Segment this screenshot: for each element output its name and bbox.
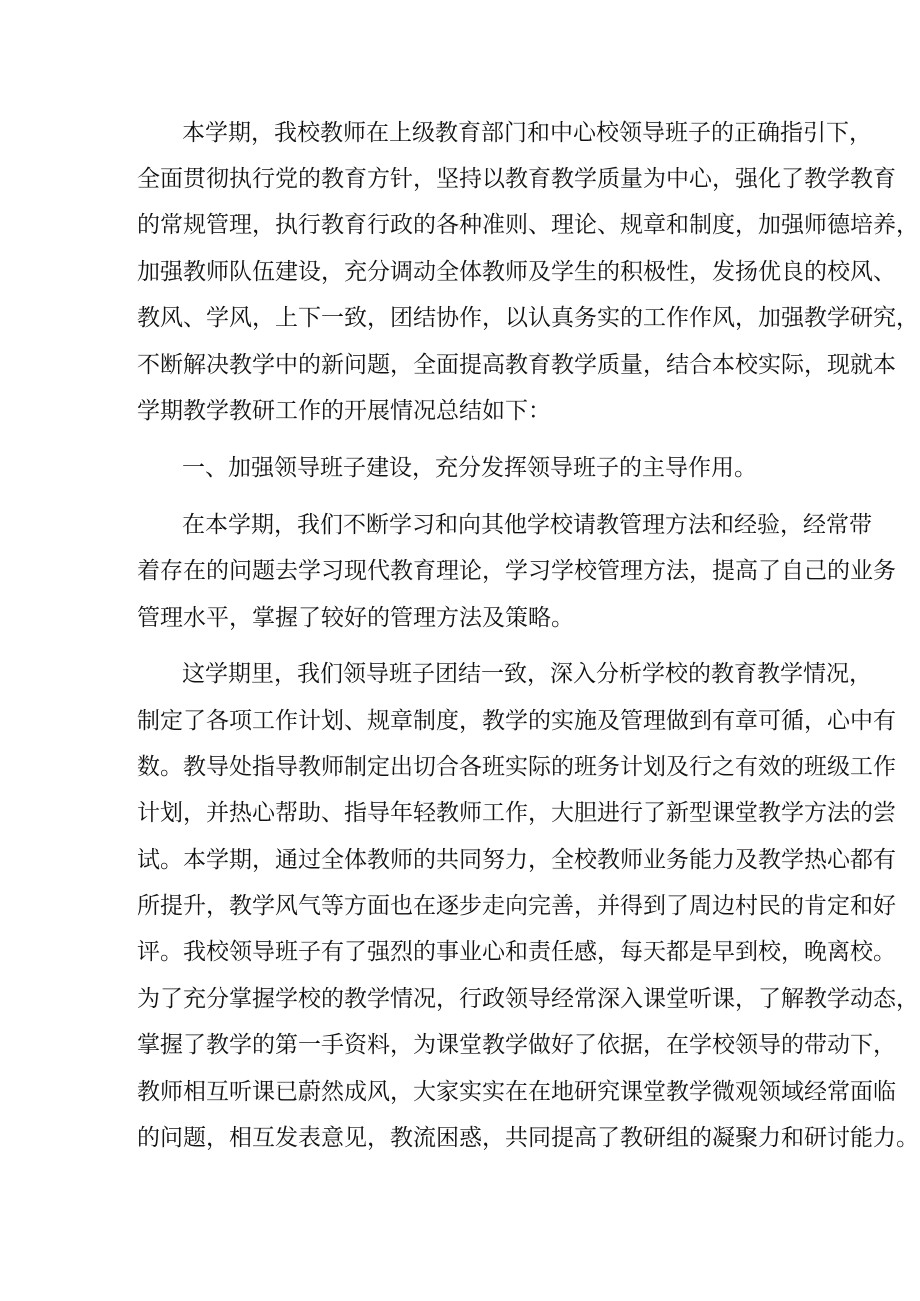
paragraph-3-line-3: 管理水平，掌握了较好的管理方法及策略。 [137, 605, 574, 631]
paragraph-4-line-5: 试。本学期，通过全体教师的共同努力，全校教师业务能力及教学热心都有 [137, 847, 896, 873]
paragraph-1-line-7: 学期教学教研工作的开展情况总结如下： [137, 398, 551, 424]
paragraph-4-line-11: 的问题，相互发表意见，教流困惑，共同提高了教研组的凝聚力和研讨能力。 [137, 1125, 919, 1151]
paragraph-4-line-8: 为了充分掌握学校的教学情况，行政领导经常深入课堂听课，了解教学动态， [137, 986, 919, 1012]
paragraph-1-line-2: 全面贯彻执行党的教育方针，坚持以教育教学质量为中心，强化了教学教育 [137, 166, 896, 192]
paragraph-1-line-3: 的常规管理，执行教育行政的各种准则、理论、规章和制度，加强师德培养， [137, 212, 919, 238]
paragraph-4-line-2: 制定了各项工作计划、规章制度，教学的实施及管理做到有章可循，心中有 [137, 708, 896, 734]
paragraph-1-line-5: 教风、学风，上下一致，团结协作，以认真务实的工作作风，加强教学研究， [137, 305, 919, 331]
paragraph-4-line-9: 掌握了教学的第一手资料，为课堂教学做好了依据，在学校领导的带动下， [137, 1032, 896, 1058]
paragraph-4-line-1: 这学期里，我们领导班子团结一致，深入分析学校的教育教学情况， [182, 661, 872, 687]
paragraph-1-line-1: 本学期，我校教师在上级教育部门和中心校领导班子的正确指引下， [182, 120, 872, 146]
paragraph-1-line-4: 加强教师队伍建设，充分调动全体教师及学生的积极性，发扬优良的校风、 [137, 259, 896, 285]
paragraph-4-line-3: 数。教导处指导教师制定出切合各班实际的班务计划及行之有效的班级工作 [137, 754, 896, 780]
paragraph-4-line-6: 所提升，教学风气等方面也在逐步走向完善，并得到了周边村民的肯定和好 [137, 893, 896, 919]
section-heading-1: 一、加强领导班子建设，充分发挥领导班子的主导作用。 [182, 455, 757, 481]
paragraph-4-line-7: 评。我校领导班子有了强烈的事业心和责任感，每天都是早到校，晚离校。 [137, 939, 896, 965]
paragraph-4-line-10: 教师相互听课已蔚然成风，大家实实在在地研究课堂教学微观领域经常面临 [137, 1079, 896, 1105]
paragraph-1-line-6: 不断解决教学中的新问题，全面提高教育教学质量，结合本校实际，现就本 [137, 352, 896, 378]
paragraph-3-line-1: 在本学期，我们不断学习和向其他学校请教管理方法和经验，经常带 [182, 512, 872, 538]
paragraph-4-line-4: 计划，并热心帮助、指导年轻教师工作，大胆进行了新型课堂教学方法的尝 [137, 800, 896, 826]
paragraph-3-line-2: 着存在的问题去学习现代教育理论，学习学校管理方法，提高了自己的业务 [137, 558, 896, 584]
